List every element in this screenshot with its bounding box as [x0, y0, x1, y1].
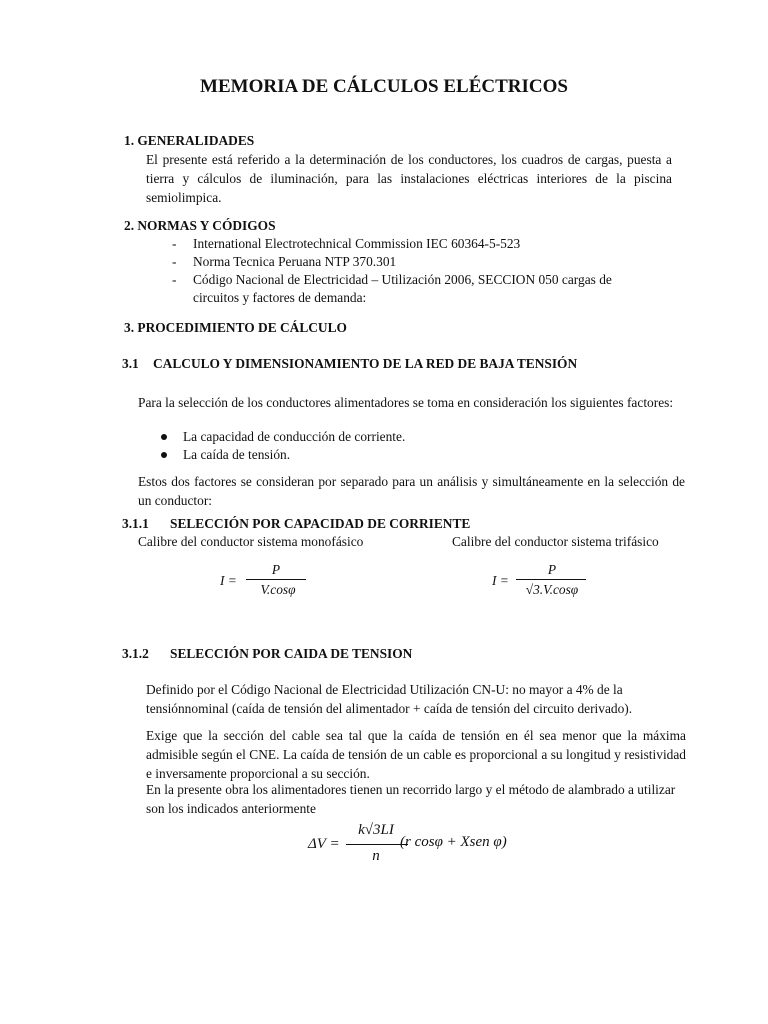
document-title: MEMORIA DE CÁLCULOS ELÉCTRICOS [200, 76, 568, 97]
section-2-heading: 2. NORMAS Y CÓDIGOS [124, 218, 276, 233]
bullet-item: La capacidad de conducción de corriente. [183, 429, 406, 444]
section-3-1-1-heading: SELECCIÓN POR CAPACIDAD DE CORRIENTE [170, 516, 471, 531]
section-3-1-heading: CALCULO Y DIMENSIONAMIENTO DE LA RED DE BAJA TENSIÓN [153, 356, 578, 371]
fraction-bar [516, 579, 586, 580]
formula-rhs: (r cosφ + Xsen φ) [400, 834, 507, 850]
section-3-heading: 3. PROCEDIMIENTO DE CÁLCULO [124, 320, 347, 335]
formula-lhs: I = [492, 573, 509, 588]
section-3-1-intro: Para la selección de los conductores alimentadores se toma en consideración los siguientes factores: [138, 395, 674, 410]
fraction-bar [346, 844, 408, 845]
formula-numerator: P [547, 562, 557, 577]
fraction-bar [246, 579, 306, 580]
bullet-icon [161, 434, 167, 440]
formula-denominator: n [372, 848, 380, 864]
section-3-1-2-paragraph-3: En la presente obra los alimentadores tienen un recorrido largo y el método de alambrado a utilizar son los indicados anteriormente [146, 782, 676, 816]
dash-marker: - [172, 254, 177, 269]
section-3-1-number: 3.1 [122, 356, 139, 371]
section-1-body: El presente está referido a la determinación de los conductores, los cuadros de cargas, puesta a tierra y cálculos de iluminación, para las instalaciones eléctricas interiores de la piscina semiolimpica. [146, 152, 672, 205]
section-1-heading: 1. GENERALIDADES [124, 133, 255, 148]
bullet-icon [161, 452, 167, 458]
section-3-1-2-heading: SELECCIÓN POR CAIDA DE TENSION [170, 646, 413, 661]
dash-marker: - [172, 236, 177, 251]
dash-marker: - [172, 272, 177, 287]
formula-monophase [220, 560, 320, 608]
section-3-1-2-paragraph-2: Exige que la sección del cable sea tal que la caída de tensión en él sea menor que la máxima admisible según el CNE. La caída de tensión de un cable es proporcional a su longitud y resistividad e inversamente proporcional a su sección. [146, 728, 686, 781]
section-3-1-after: Estos dos factores se consideran por separado para un análisis y simultáneamente en la selección de un conductor: [138, 474, 685, 508]
formula-numerator: P [271, 562, 281, 577]
bullet-item: La caída de tensión. [183, 447, 291, 462]
formula-lhs: ΔV = [308, 836, 340, 852]
formula-lhs: I = [220, 573, 237, 588]
norm-item: International Electrotechnical Commission IEC 60364-5-523 [193, 236, 521, 251]
monophase-label: Calibre del conductor sistema monofásico [138, 534, 364, 549]
formula-numerator: k√3LI [358, 822, 394, 838]
norm-item: Código Nacional de Electricidad – Utilización 2006, SECCION 050 cargas de [193, 272, 612, 287]
formula-triphase [492, 560, 602, 608]
formula-voltage-drop [308, 822, 538, 874]
formula-denominator: √3.V.cosφ [525, 582, 579, 597]
formula-denominator: V.cosφ [260, 582, 296, 597]
norm-item: Norma Tecnica Peruana NTP 370.301 [193, 254, 397, 269]
section-3-1-2-paragraph-1: Definido por el Código Nacional de Electricidad Utilización CN-U: no mayor a 4% de la tensiónnominal (caída de tensión del alimentador + caída de tensión del circuito derivado). [146, 682, 633, 716]
norm-item-continuation: circuitos y factores de demanda: [193, 290, 367, 305]
triphase-label: Calibre del conductor sistema trifásico [452, 534, 659, 549]
section-3-1-1-number: 3.1.1 [122, 516, 149, 531]
section-3-1-2-number: 3.1.2 [122, 646, 149, 661]
